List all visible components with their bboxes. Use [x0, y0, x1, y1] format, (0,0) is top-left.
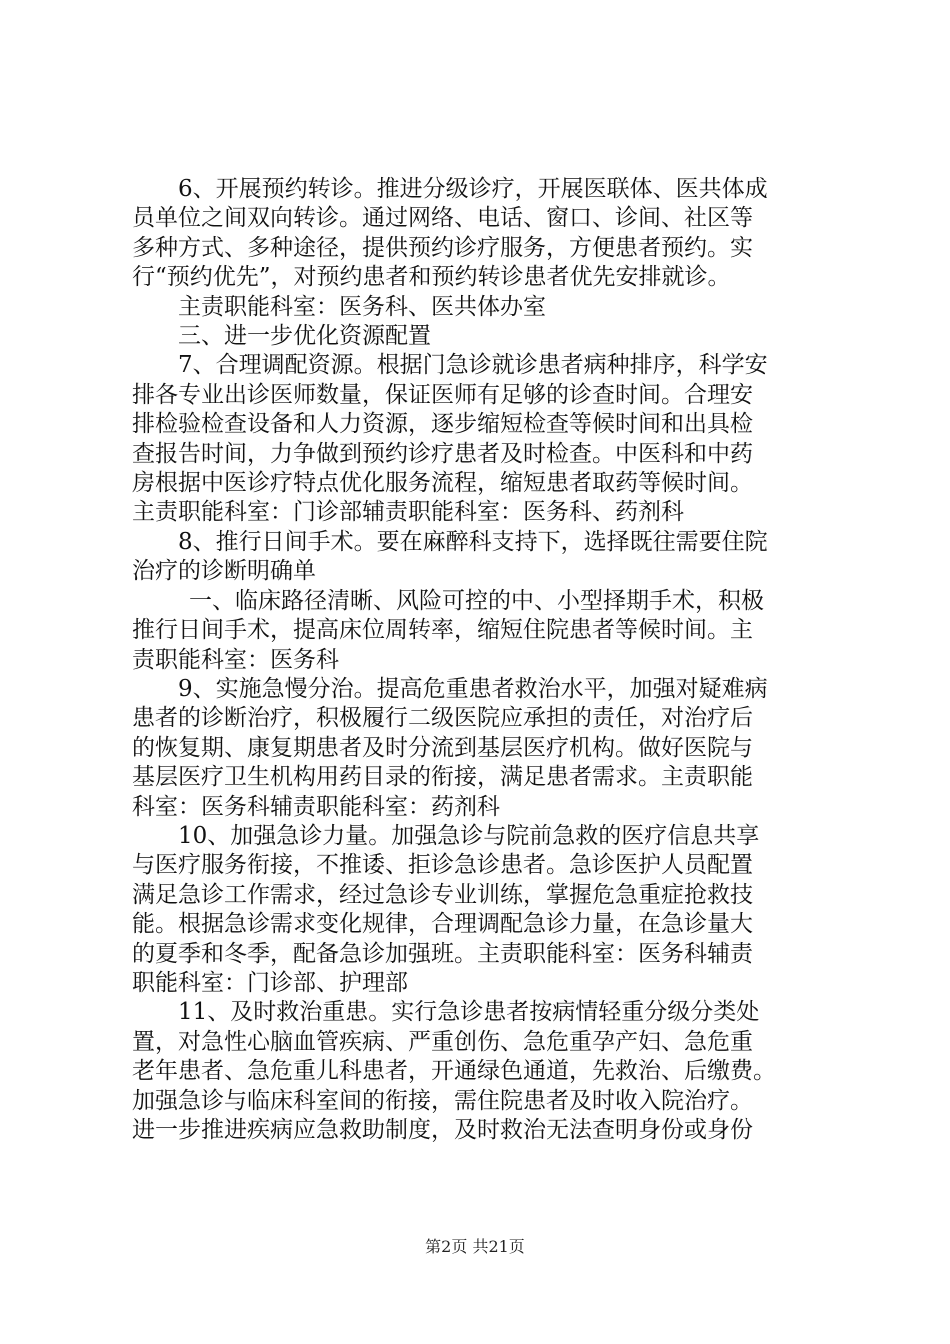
paragraph-line: 主责职能科室：医务科、医共体办室	[178, 293, 546, 320]
paragraph-line: 7、合理调配资源。根据门急诊就诊患者病种排序，科学安	[178, 352, 768, 379]
paragraph-line: 11、及时救治重患。实行急诊患者按病情轻重分级分类处	[178, 999, 760, 1026]
paragraph-line: 10、加强急诊力量。加强急诊与院前急救的医疗信息共享	[178, 822, 760, 849]
paragraph-line: 满足急诊工作需求，经过急诊专业训练，掌握危急重症抢救技	[132, 881, 753, 908]
paragraph-line: 8、推行日间手术。要在麻醉科支持下，选择既往需要住院	[178, 528, 768, 555]
paragraph-line: 加强急诊与临床科室间的衔接，需住院患者及时收入院治疗。	[132, 1087, 753, 1114]
section-heading: 三、进一步优化资源配置	[178, 323, 431, 350]
paragraph-line: 房根据中医诊疗特点优化服务流程，缩短患者取药等候时间。	[132, 470, 753, 497]
paragraph-line: 责职能科室：医务科	[132, 646, 339, 673]
paragraph-line: 员单位之间双向转诊。通过网络、电话、窗口、诊间、社区等	[132, 205, 753, 232]
paragraph-line: 能。根据急诊需求变化规律，合理调配急诊力量，在急诊量大	[132, 911, 753, 938]
paragraph-line: 基层医疗卫生机构用药目录的衔接，满足患者需求。主责职能	[132, 764, 753, 791]
paragraph-line: 6、开展预约转诊。推进分级诊疗，开展医联体、医共体成	[178, 176, 768, 202]
paragraph-line: 进一步推进疾病应急救助制度，及时救治无法查明身份或身份	[132, 1117, 753, 1143]
paragraph-line: 职能科室：门诊部、护理部	[132, 969, 408, 996]
paragraph-line: 治疗的诊断明确单	[132, 558, 316, 585]
paragraph-line: 的夏季和冬季，配备急诊加强班。主责职能科室：医务科辅责	[132, 940, 753, 967]
paragraph-line: 置，对急性心脑血管疾病、严重创伤、急危重孕产妇、急危重	[132, 1028, 753, 1055]
paragraph-line: 的恢复期、康复期患者及时分流到基层医疗机构。做好医院与	[132, 734, 753, 761]
paragraph-line: 科室：医务科辅责职能科室：药剂科	[132, 793, 500, 820]
page-number-label: 第2页 共21页	[425, 1237, 525, 1256]
paragraph-line: 行“预约优先”，对预约患者和预约转诊患者优先安排就诊。	[132, 264, 731, 291]
paragraph-line: 推行日间手术，提高床位周转率，缩短住院患者等候时间。主	[132, 617, 753, 644]
paragraph-line: 多种方式、多种途径，提供预约诊疗服务，方便患者预约。实	[132, 234, 753, 261]
paragraph-line: 主责职能科室：门诊部辅责职能科室：医务科、药剂科	[132, 499, 684, 526]
paragraph-line: 患者的诊断治疗，积极履行二级医院应承担的责任，对治疗后	[132, 705, 753, 732]
paragraph-line: 一、临床路径清晰、风险可控的中、小型择期手术，积极	[189, 587, 764, 614]
paragraph-line: 与医疗服务衔接，不推诿、拒诊急诊患者。急诊医护人员配置	[132, 852, 753, 879]
document-body	[132, 175, 832, 1145]
paragraph-line: 排各专业出诊医师数量，保证医师有足够的诊查时间。合理安	[132, 381, 753, 408]
paragraph-line: 老年患者、急危重儿科患者，开通绿色通道，先救治、后缴费。	[132, 1058, 776, 1085]
paragraph-line: 查报告时间，力争做到预约诊疗患者及时检查。中医科和中药	[132, 440, 753, 467]
paragraph-line: 9、实施急慢分治。提高危重患者救治水平，加强对疑难病	[178, 675, 768, 702]
page-footer	[0, 1237, 950, 1257]
paragraph-line: 排检验检查设备和人力资源，逐步缩短检查等候时间和出具检	[132, 411, 753, 438]
